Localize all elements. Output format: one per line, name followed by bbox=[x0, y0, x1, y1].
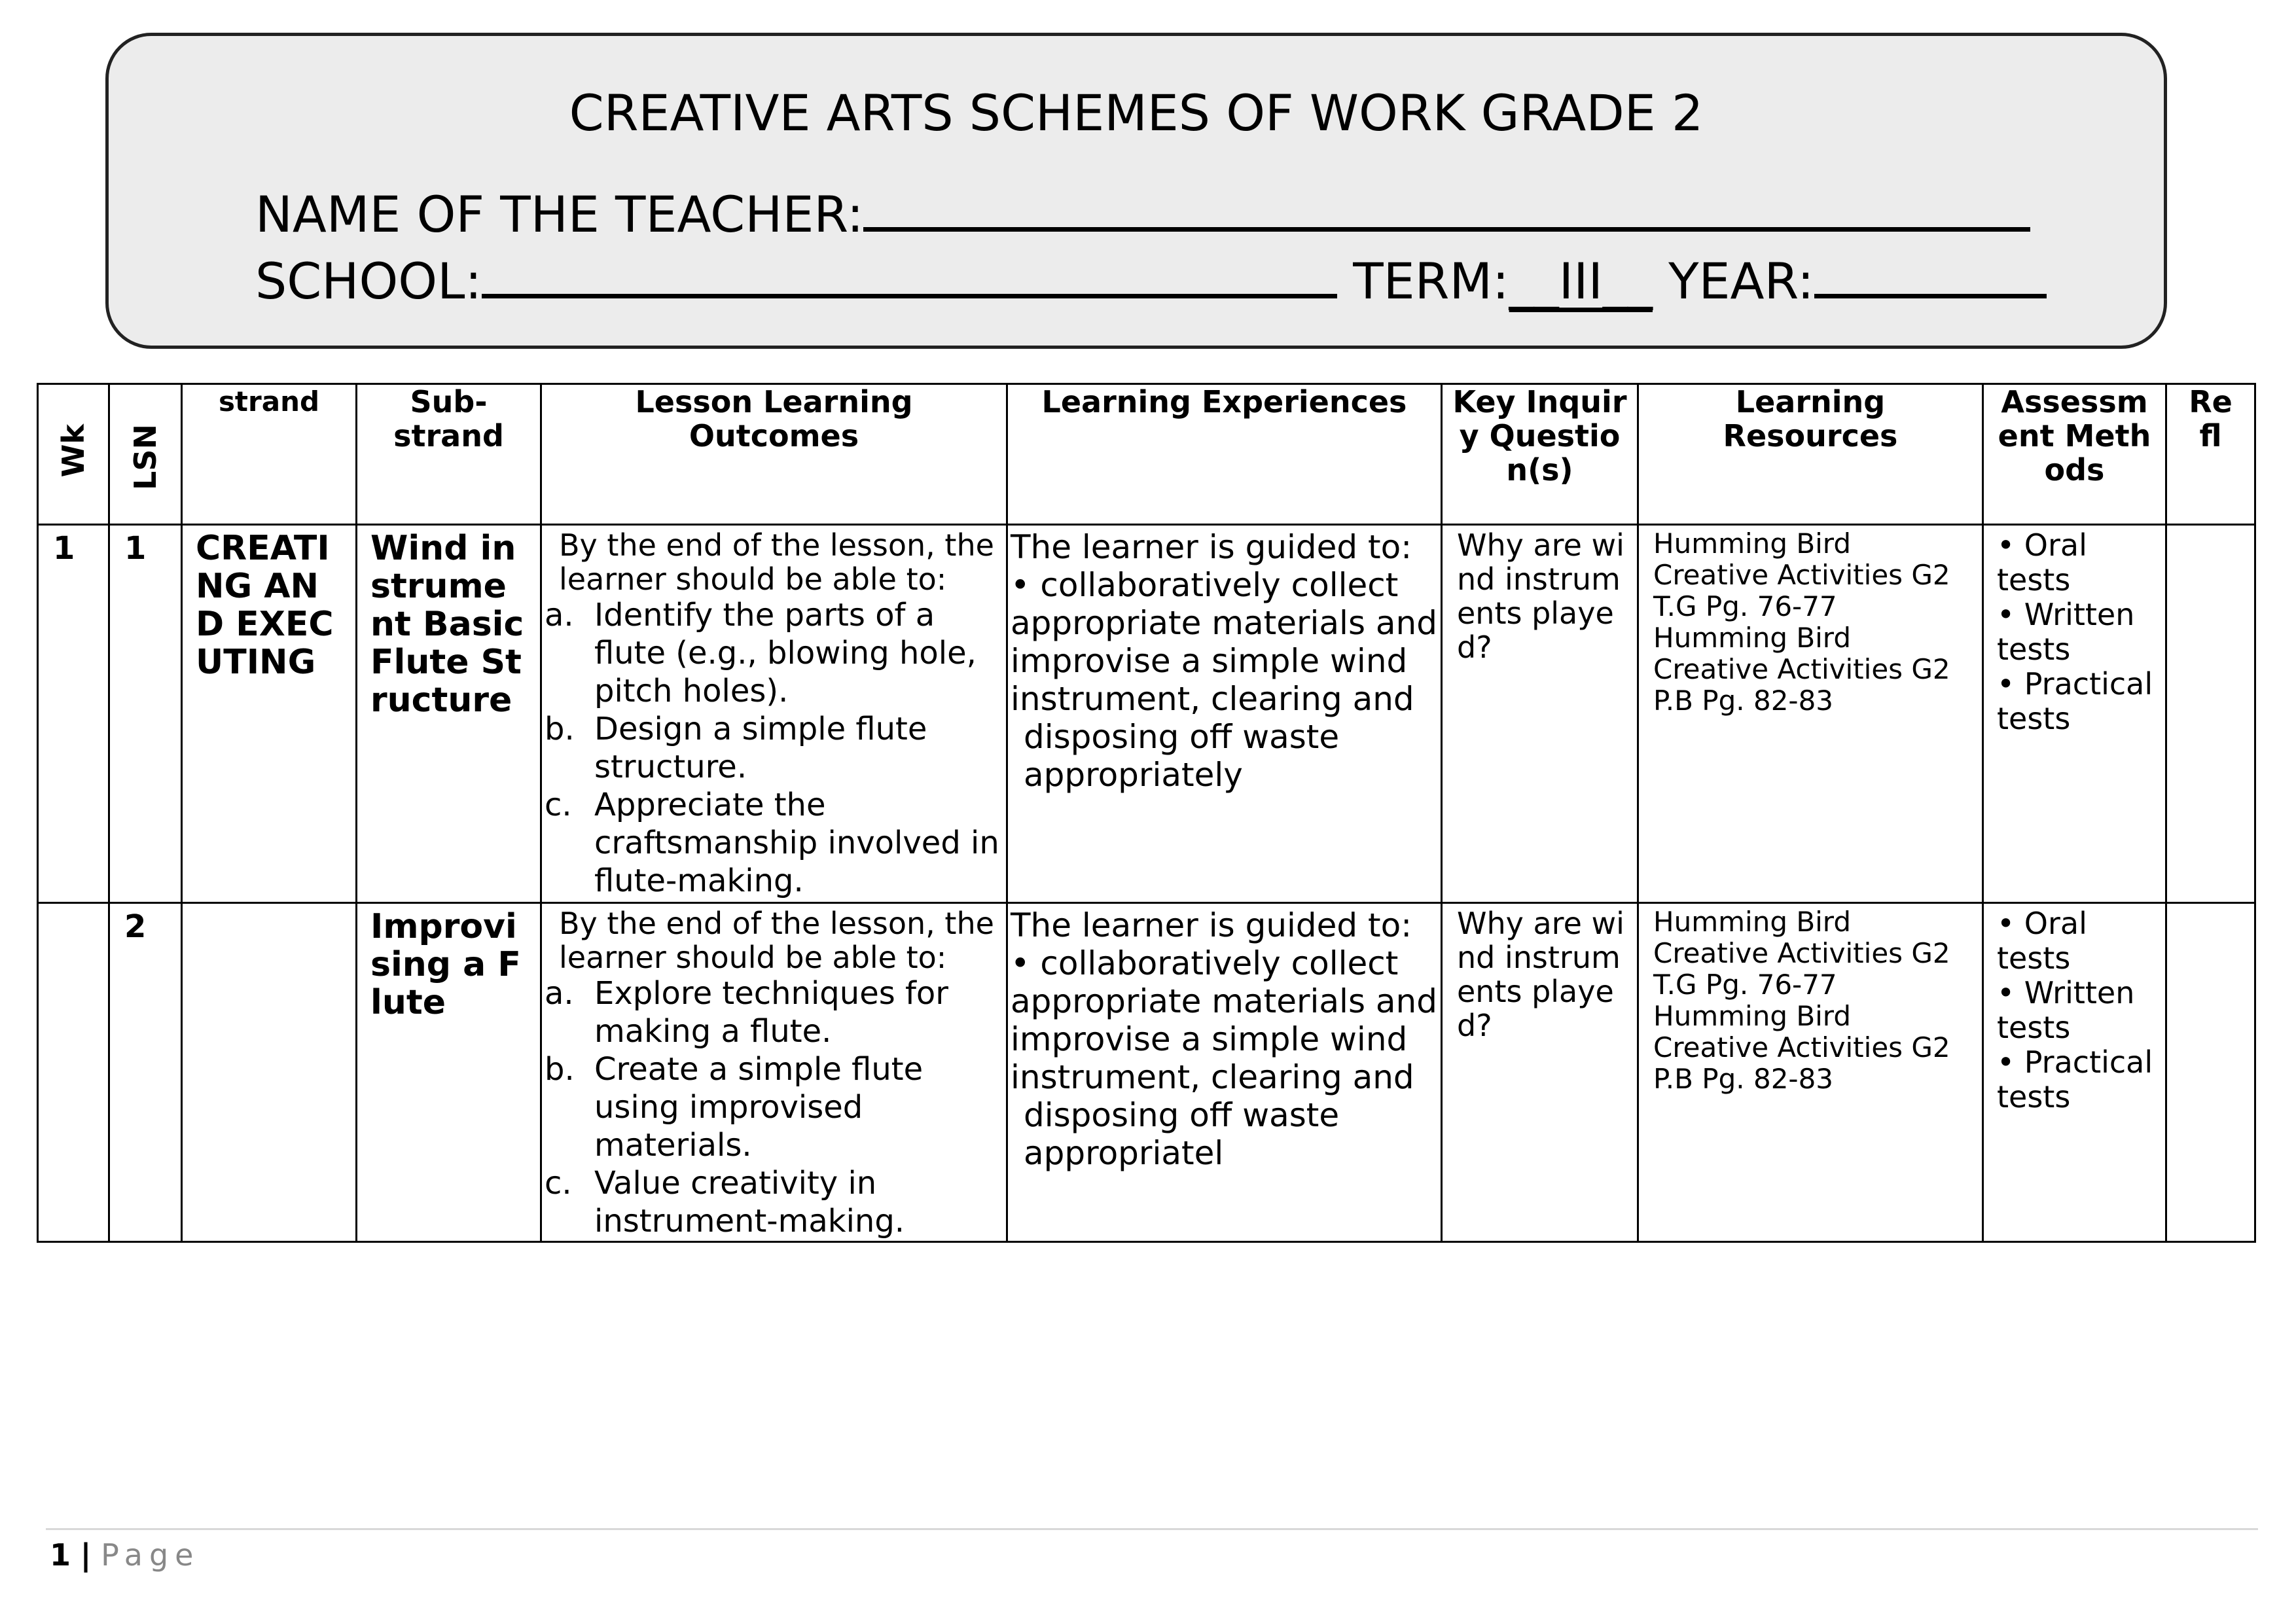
outcomes-intro: By the end of the lesson, the learner should be able to: bbox=[559, 527, 994, 597]
document-title: CREATIVE ARTS SCHEMES OF WORK GRADE 2 bbox=[569, 84, 1704, 142]
table-row bbox=[38, 903, 2255, 1242]
school-blank bbox=[482, 247, 1337, 298]
resources-cell bbox=[1638, 903, 1983, 1242]
outcomes-list bbox=[545, 596, 1003, 900]
experiences-tail-1: disposing off waste bbox=[1024, 718, 1340, 756]
experiences-main: • collaboratively collect appropriate materials and improvise a simple wind instrument, clearing and bbox=[1011, 944, 1437, 1096]
col-header-outcomes: Lesson Learning Outcomes bbox=[541, 384, 1007, 525]
school-term-year-line bbox=[255, 247, 2047, 311]
experiences-cell bbox=[1007, 903, 1442, 1242]
wk-cell bbox=[38, 903, 109, 1242]
wk-cell: 1 bbox=[38, 525, 109, 903]
term-label: TERM: bbox=[1353, 252, 1509, 311]
page-number: 1 bbox=[50, 1537, 71, 1573]
header-box bbox=[105, 33, 2167, 349]
lsn-cell: 1 bbox=[109, 525, 182, 903]
sub-strand-cell: Wind instrument Basic Flute Structure bbox=[357, 525, 541, 903]
inquiry-cell: Why are wind instruments played? bbox=[1442, 903, 1638, 1242]
assessment-cell bbox=[1983, 903, 2166, 1242]
assessment-item: • Practical tests bbox=[1997, 1044, 2153, 1115]
outcomes-cell bbox=[541, 525, 1007, 903]
resource-item: Humming Bird Creative Activities G2 P.B Pg. 82-83 bbox=[1653, 1000, 1950, 1095]
table-row bbox=[38, 525, 2255, 903]
experiences-tail-2: appropriatel bbox=[1024, 1134, 1224, 1172]
sub-strand-cell: Improvising a Flute bbox=[357, 903, 541, 1242]
experiences-tail-2: appropriately bbox=[1024, 756, 1243, 794]
resource-item: Humming Bird Creative Activities G2 T.G Pg. 76-77 bbox=[1653, 906, 1950, 1001]
assessment-item: • Oral tests bbox=[1997, 527, 2087, 597]
outcomes-intro: By the end of the lesson, the learner should be able to: bbox=[559, 906, 994, 975]
footer-divider bbox=[46, 1528, 2258, 1530]
col-header-assessment: Assessment Methods bbox=[1983, 384, 2166, 525]
teacher-blank bbox=[863, 180, 2030, 232]
lsn-cell: 2 bbox=[109, 903, 182, 1242]
col-header-refl: Refl bbox=[2166, 384, 2255, 525]
col-header-wk: Wk bbox=[38, 384, 109, 525]
resource-item: Humming Bird Creative Activities G2 P.B Pg. 82-83 bbox=[1653, 622, 1950, 717]
experiences-main: • collaboratively collect appropriate materials and improvise a simple wind instrument, clearing and bbox=[1011, 566, 1437, 718]
strand-cell: CREATING AND EXECUTING bbox=[182, 525, 357, 903]
term-value: __III__ bbox=[1509, 252, 1653, 311]
col-header-resources: Learning Resources bbox=[1638, 384, 1983, 525]
scheme-table bbox=[37, 383, 2256, 1243]
table-header-row bbox=[38, 384, 2255, 525]
outcomes-cell bbox=[541, 903, 1007, 1242]
experiences-intro: The learner is guided to: bbox=[1011, 528, 1412, 566]
experiences-cell bbox=[1007, 525, 1442, 903]
experiences-intro: The learner is guided to: bbox=[1011, 906, 1412, 944]
list-item: b. Design a simple flute structure. bbox=[545, 711, 927, 785]
col-header-strand: strand bbox=[182, 384, 357, 525]
col-header-lsn: LSN bbox=[109, 384, 182, 525]
list-item: b. Create a simple flute using improvised materials. bbox=[545, 1051, 924, 1164]
list-item: c. Value creativity in instrument-making. bbox=[545, 1165, 905, 1240]
col-header-experiences: Learning Experiences bbox=[1007, 384, 1442, 525]
list-item: a. Identify the parts of a flute (e.g., blowing hole, pitch holes). bbox=[545, 597, 977, 709]
list-item: c. Appreciate the craftsmanship involved in flute-making. bbox=[545, 787, 999, 899]
assessment-item: • Written tests bbox=[1997, 975, 2135, 1045]
col-header-sub-strand: Sub-strand bbox=[357, 384, 541, 525]
inquiry-cell: Why are wind instruments played? bbox=[1442, 525, 1638, 903]
year-blank bbox=[1814, 247, 2047, 298]
list-item: a. Explore techniques for making a flute. bbox=[545, 975, 948, 1050]
teacher-label: NAME OF THE TEACHER: bbox=[255, 185, 864, 244]
experiences-tail-1: disposing off waste bbox=[1024, 1096, 1340, 1134]
page-separator: | bbox=[80, 1537, 92, 1573]
resource-item: Humming Bird Creative Activities G2 T.G Pg. 76-77 bbox=[1653, 527, 1950, 622]
resources-cell bbox=[1638, 525, 1983, 903]
assessment-item: • Oral tests bbox=[1997, 906, 2087, 976]
teacher-line bbox=[255, 180, 2030, 244]
col-header-inquiry: Key Inquiry Question(s) bbox=[1442, 384, 1638, 525]
assessment-item: • Practical tests bbox=[1997, 666, 2153, 736]
assessment-cell bbox=[1983, 525, 2166, 903]
school-label: SCHOOL: bbox=[255, 252, 482, 311]
year-label: YEAR: bbox=[1668, 252, 1814, 311]
strand-cell bbox=[182, 903, 357, 1242]
refl-cell bbox=[2166, 903, 2255, 1242]
page-label: Page bbox=[101, 1537, 200, 1573]
page-footer bbox=[50, 1537, 200, 1573]
refl-cell bbox=[2166, 525, 2255, 903]
assessment-item: • Written tests bbox=[1997, 597, 2135, 667]
outcomes-list bbox=[545, 974, 1003, 1240]
